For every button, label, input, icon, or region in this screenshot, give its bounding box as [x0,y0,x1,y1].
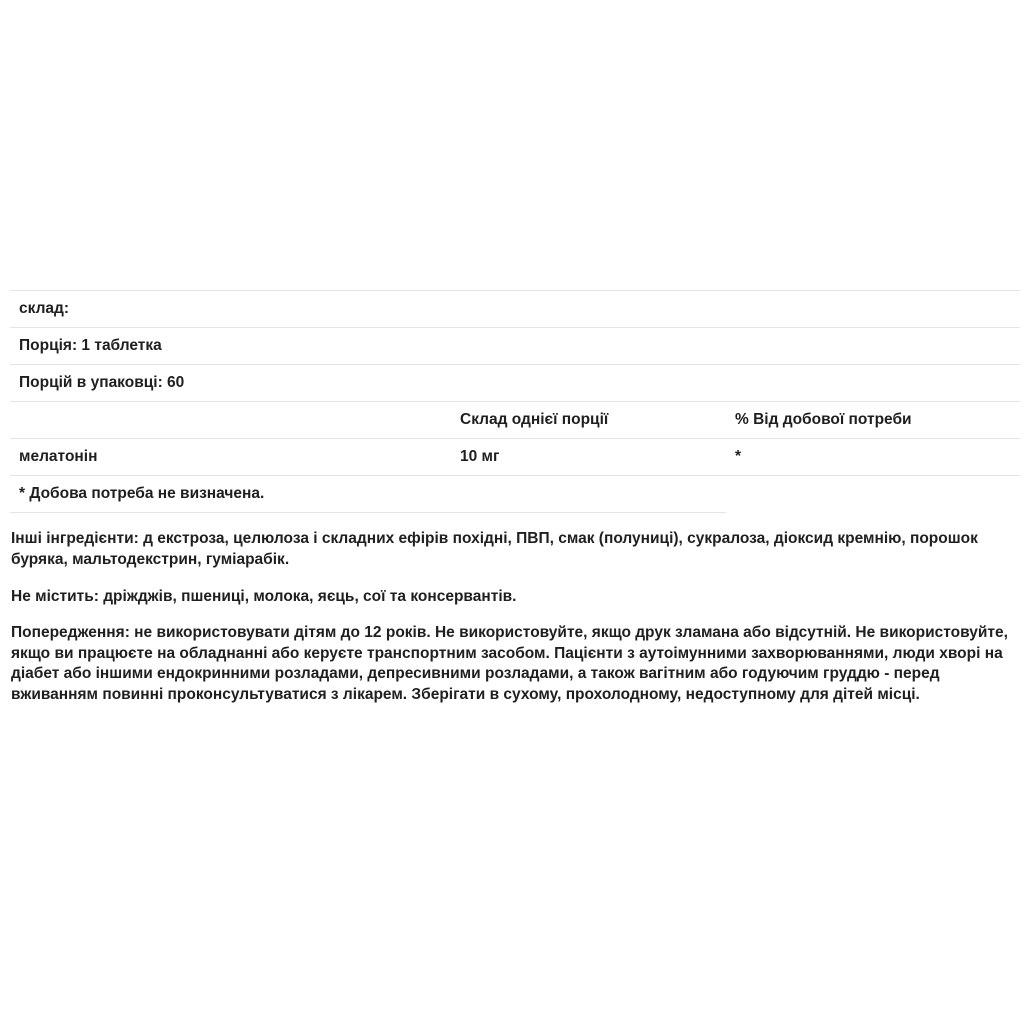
servings-per-container-row [10,365,1020,402]
servings-per-container: Порцій в упаковці: 60 [10,365,1020,402]
serving-size: Порція: 1 таблетка [10,328,1020,365]
table-row [10,439,1020,476]
serving-size-row [10,328,1020,365]
header-amount: Склад однієї порції [451,402,726,439]
ingredient-daily-value: * [726,439,1020,476]
facts-footnote: * Добова потреба не визначена. [10,476,726,513]
facts-heading: склад: [10,291,1020,328]
footnote-row [10,476,1020,513]
ingredient-amount: 10 мг [451,439,726,476]
ingredient-name: мелатонін [10,439,451,476]
header-daily-value: % Від добової потреби [726,402,1020,439]
warning-text: Попередження: не використовувати дітям до 12 років. Не використовуйте, якщо друк зламана або відсутній. Не використовуйте, якщо ви працюєте на обладнанні або керуєте транспортним засобом. Пацієнти з аутоімунними захворюваннями, люди хворі на діабет або іншими ендокринними розладами, депресивними розладами, а також вагітним або годуючим груддю - перед вживанням повинні проконсультуватися з лікарем. Зберігати в сухому, прохолодному, недоступному для дітей місці. [11,624,1008,703]
facts-heading-row [10,291,1020,328]
footnote-blank-cell [726,476,1020,513]
header-blank-cell [10,402,451,439]
column-header-row [10,402,1020,439]
other-ingredients-text: Інші інгредієнти: д екстроза, целюлоза і складних ефірів похідні, ПВП, смак (полуниці), сукралоза, діоксид кремнію, порошок буряка, мальтодекстрин, гуміарабік. [11,530,978,568]
free-from-text: Не містить: дріжджів, пшениці, молока, яєць, сої та консервантів. [11,588,517,605]
supplement-facts-table [10,290,1020,513]
